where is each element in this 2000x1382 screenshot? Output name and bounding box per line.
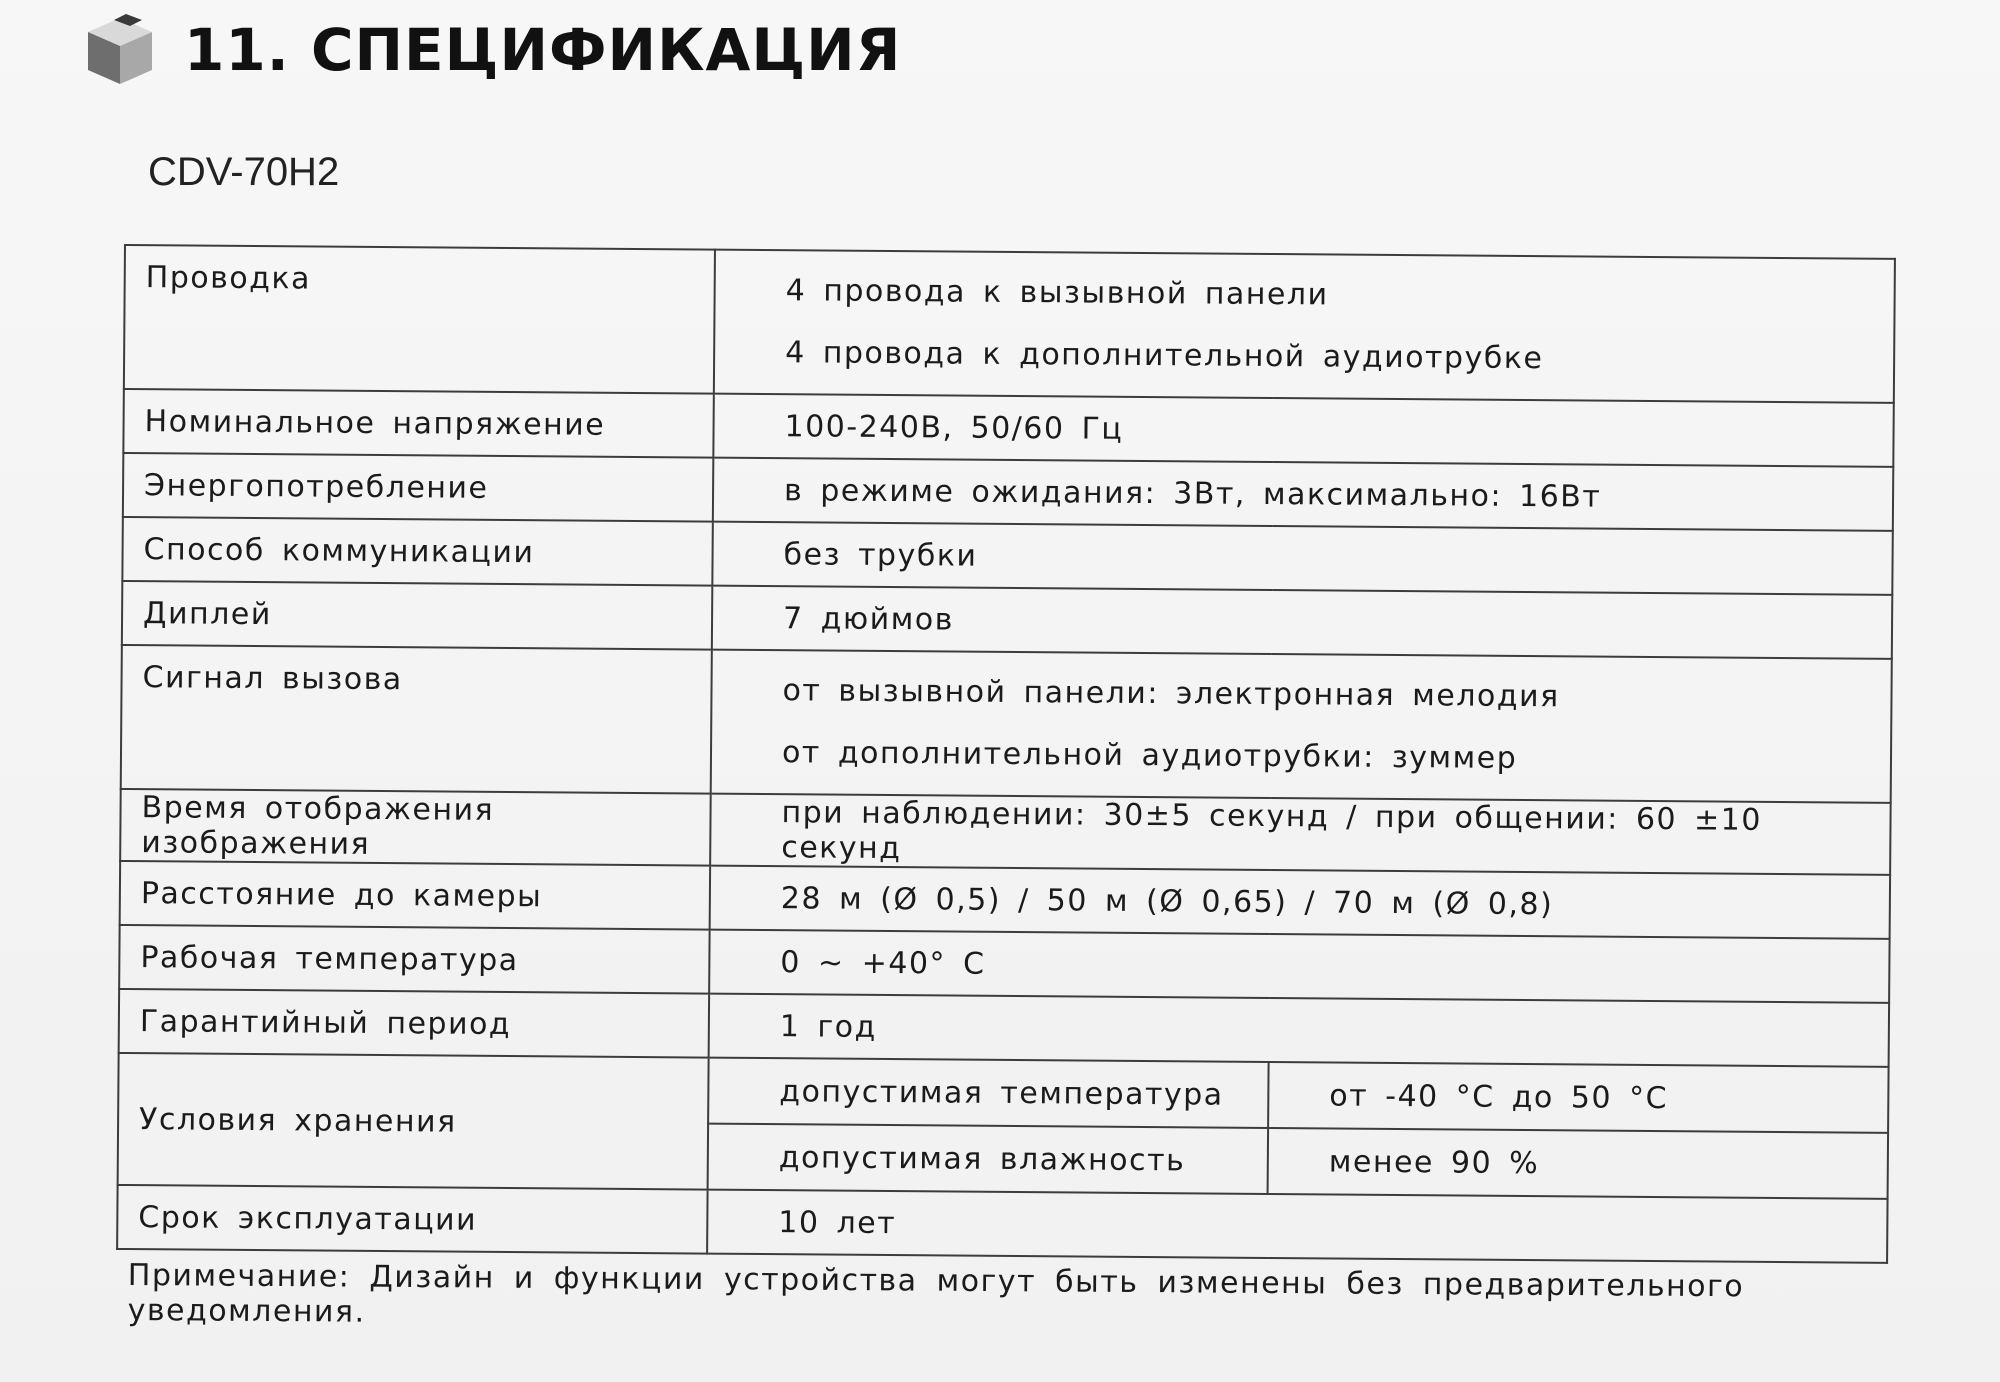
row-value: 10 лет — [707, 1190, 1887, 1263]
sub-value: менее 90 % — [1268, 1128, 1888, 1199]
row-label: Расстояние до камеры — [120, 861, 710, 930]
row-value — [714, 250, 1895, 403]
row-label: Энергопотребление — [123, 453, 713, 522]
value-line: от дополнительной аудиотрубки: зуммер — [781, 735, 1518, 776]
row-value: 7 дюймов — [712, 586, 1892, 659]
row-value — [711, 650, 1892, 803]
row-label: Диплей — [122, 581, 712, 650]
row-label: Проводка — [124, 245, 715, 394]
sub-label: допустимая температура — [708, 1058, 1269, 1128]
model-name: CDV-70H2 — [148, 150, 340, 194]
row-value: без трубки — [712, 522, 1892, 595]
spec-table — [116, 244, 1896, 1264]
row-value: 1 год — [709, 994, 1889, 1067]
row-label: Способ коммуникации — [122, 517, 712, 586]
row-label: Условия хранения — [118, 1053, 709, 1190]
row-label: Время отображения изображения — [120, 789, 711, 866]
value-line: 4 провода к дополнительной аудиотрубке — [785, 335, 1544, 377]
row-value: 28 м (Ø 0,5) / 50 м (Ø 0,65) / 70 м (Ø 0,8) — [710, 866, 1890, 939]
footnote: Примечание: Дизайн и функции устройства могут быть изменены без предварительного уведомления. — [127, 1258, 1745, 1330]
row-value: 100-240В, 50/60 Гц — [713, 394, 1893, 467]
value-line: от вызывной панели: электронная мелодия — [782, 673, 1560, 715]
section-title: 11. СПЕЦИФИКАЦИЯ — [184, 16, 902, 84]
sub-value: от -40 °С до 50 °С — [1268, 1062, 1888, 1133]
cube-icon — [80, 10, 160, 90]
row-label: Гарантийный период — [119, 989, 709, 1058]
table-row — [118, 1053, 1888, 1133]
row-value: 0 ~ +40° C — [709, 930, 1889, 1003]
table-row — [124, 245, 1895, 403]
table-row — [121, 645, 1892, 803]
row-label: Срок эксплуатации — [117, 1185, 707, 1254]
row-label: Рабочая температура — [119, 925, 709, 994]
section-header — [80, 10, 901, 90]
value-line: 4 провода к вызывной панели — [785, 273, 1329, 313]
row-value: при наблюдении: 30±5 секунд / при общении: 60 ±10 секунд — [710, 794, 1891, 875]
table-row — [120, 789, 1891, 875]
table-row — [117, 1185, 1887, 1263]
spec-table-wrapper — [116, 244, 1894, 1264]
row-label: Сигнал вызова — [121, 645, 712, 794]
row-label: Номинальное напряжение — [123, 389, 713, 458]
sub-label: допустимая влажность — [708, 1124, 1269, 1194]
row-value: в режиме ожидания: 3Вт, максимально: 16Вт — [713, 458, 1893, 531]
